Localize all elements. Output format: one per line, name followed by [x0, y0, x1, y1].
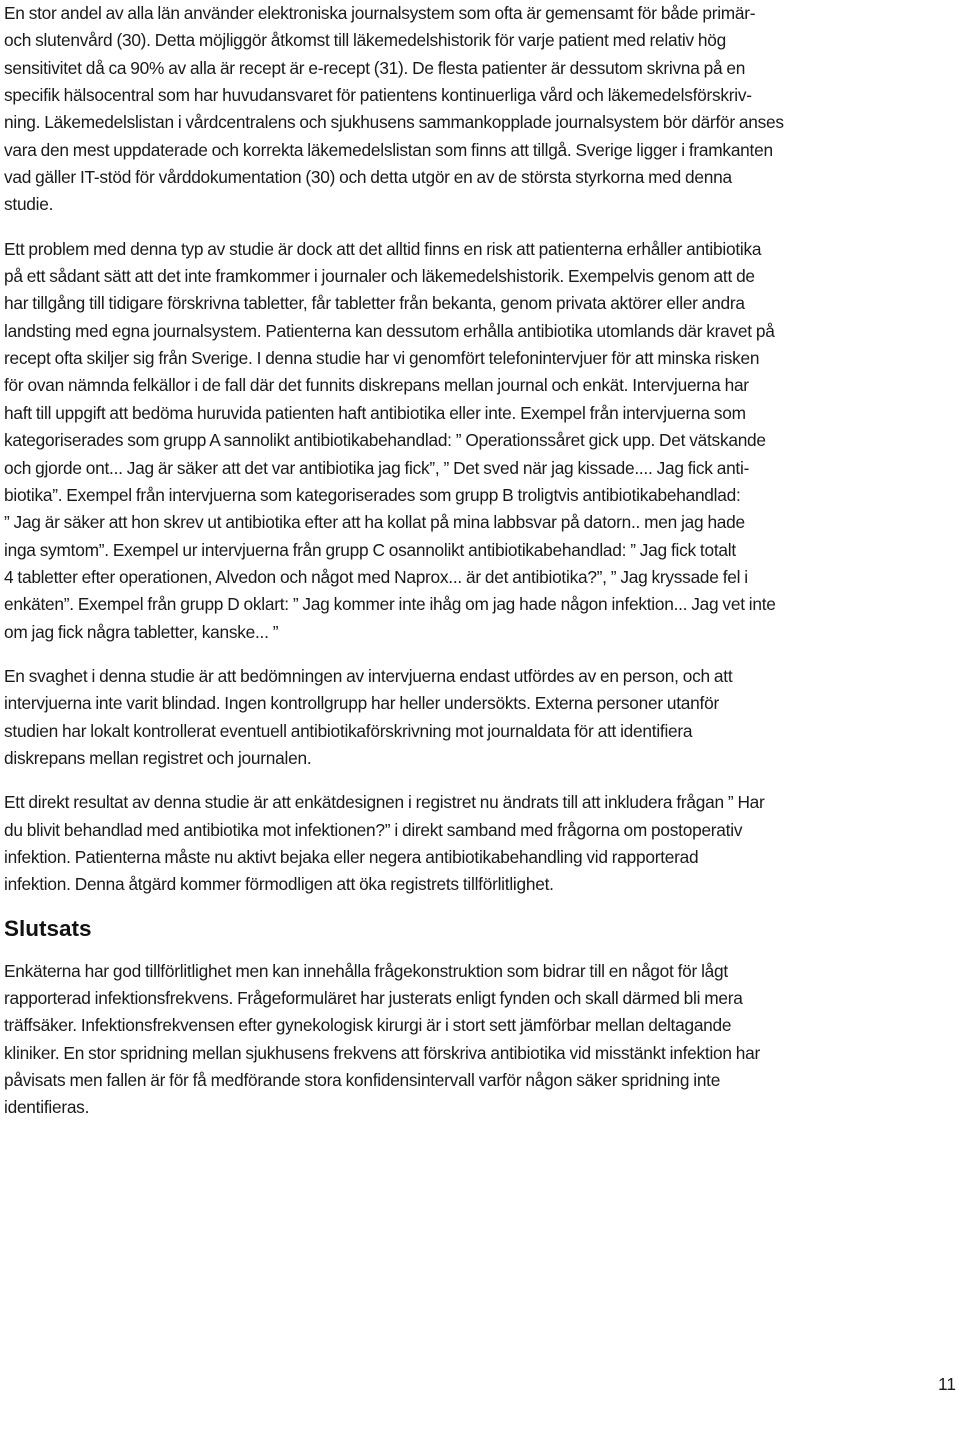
text-line: 4 tabletter efter operationen, Alvedon och något med Naprox... är det antibiotika?”, ” Jag kryssade fel i — [4, 566, 748, 587]
text-line: Ett direkt resultat av denna studie är att enkätdesignen i registret nu ändrats till att inkludera frågan ” Har — [4, 792, 765, 813]
text-line: En stor andel av alla län använder elektroniska journalsystem som ofta är gemensamt för både primär- — [4, 3, 756, 23]
section-spacer — [4, 899, 956, 915]
text-line: på ett sådant sätt att det inte framkommer i journaler och läkemedelshistorik. Exempelvis genom att de — [4, 266, 755, 287]
paragraph-journal-systems — [4, 0, 956, 219]
text-line: intervjuerna inte varit blindad. Ingen kontrollgrupp har heller undersökts. Externa personer utanför — [4, 693, 719, 714]
paragraph-study-problem — [4, 236, 956, 646]
text-line: Ett problem med denna typ av studie är dock att det alltid finns en risk att patienterna erhåller antibiotika — [4, 238, 762, 259]
text-line: specifik hälsocentral som har huvudansvaret för patientens kontinuerliga vård och läkemedelsförskriv- — [4, 85, 752, 106]
text-line: och slutenvård (30). Detta möjliggör åtkomst till läkemedelshistorik för varje patient med relativ hög — [4, 30, 726, 51]
text-line: identifieras. — [4, 1097, 90, 1118]
text-line: kategoriserades som grupp A sannolikt antibiotikabehandlad: ” Operationssåret gick upp. Det vätskande — [4, 430, 766, 451]
text-line: studie. — [4, 194, 54, 215]
text-line: diskrepans mellan registret och journalen. — [4, 747, 312, 768]
text-line: En svaghet i denna studie är att bedömningen av intervjuerna endast utfördes av en person, och att — [4, 665, 733, 686]
text-line: vara den mest uppdaterade och korrekta läkemedelslistan som finns att tillgå. Sverige ligger i framkanten — [4, 139, 773, 160]
text-line: infektion. Patienterna måste nu aktivt bejaka eller negera antibiotikabehandling vid rapporterad — [4, 846, 699, 867]
text-line: Enkäterna har god tillförlitlighet men kan innehålla frågekonstruktion som bidrar till en något för lågt — [4, 960, 728, 981]
text-line: och gjorde ont... Jag är säker att det var antibiotika jag fick”, ” Det sved när jag kissade.... Jag fick anti- — [4, 457, 750, 478]
text-line: för ovan nämnda felkällor i de fall där det funnits diskrepans mellan journal och enkät. Intervjuerna har — [4, 375, 749, 396]
page-number: 11 — [938, 1374, 956, 1394]
paragraph-conclusion — [4, 958, 956, 1122]
text-line: enkäten”. Exempel från grupp D oklart: ” Jag kommer inte ihåg om jag hade någon infektion... Jag vet inte — [4, 594, 776, 615]
section-spacer — [4, 943, 956, 958]
text-line: rapporterad infektionsfrekvens. Frågeformuläret har justerats enligt fynden och skall därmed bli mera — [4, 988, 743, 1008]
paragraph-spacer — [4, 772, 956, 789]
document-page — [4, 0, 956, 1122]
text-line: du blivit behandlad med antibiotika mot infektionen?” i direkt samband med frågorna om postoperativ — [4, 819, 743, 840]
text-line: vad gäller IT-stöd för vårddokumentation (30) och detta utgör en av de största styrkorna med denna — [4, 167, 732, 188]
text-line: recept ofta skiljer sig från Sverige. I denna studie har vi genomfört telefonintervjuer för att minska risken — [4, 348, 760, 369]
text-line: träffsäker. Infektionsfrekvensen efter gynekologisk kirurgi är i stort sett jämförbar mellan deltagande — [4, 1015, 732, 1036]
text-line: påvisats men fallen är för få medförande stora konfidensintervall varför någon säker spridning inte — [4, 1070, 721, 1091]
text-line: ning. Läkemedelslistan i vårdcentralens och sjukhusens sammankopplade journalsystem bör därför anses — [4, 112, 784, 133]
text-line: biotika”. Exempel från intervjuerna som kategoriserades som grupp B troligtvis antibiotikabehandlad: — [4, 484, 741, 505]
text-line: infektion. Denna åtgärd kommer förmodligen att öka registrets tillförlitlighet. — [4, 874, 554, 895]
text-line: haft till uppgift att bedöma huruvida patienten haft antibiotika eller inte. Exempel från intervjuerna som — [4, 402, 746, 423]
text-line: ” Jag är säker att hon skrev ut antibiotika efter att ha kollat på mina labbsvar på datorn.. men jag hade — [4, 512, 745, 533]
paragraph-direct-result — [4, 789, 956, 898]
text-line: landsting med egna journalsystem. Patienterna kan dessutom erhålla antibiotika utomlands där kravet på — [4, 320, 775, 341]
paragraph-study-weakness — [4, 663, 956, 772]
section-heading: Slutsats — [4, 915, 92, 941]
text-line: inga symtom”. Exempel ur intervjuerna från grupp C osannolikt antibiotikabehandlad: ” Jag fick totalt — [4, 539, 736, 560]
paragraph-spacer — [4, 646, 956, 663]
paragraph-spacer — [4, 219, 956, 236]
text-line: om jag fick några tabletter, kanske... ” — [4, 621, 279, 642]
text-line: studien har lokalt kontrollerat eventuell antibiotikaförskrivning mot journaldata för att identifiera — [4, 720, 693, 741]
text-line: kliniker. En stor spridning mellan sjukhusens frekvens att förskriva antibiotika vid misstänkt infektion har — [4, 1042, 761, 1063]
text-line: sensitivitet då ca 90% av alla är recept är e-recept (31). De flesta patienter är dessutom skrivna på en — [4, 57, 746, 78]
text-line: har tillgång till tidigare förskrivna tabletter, får tabletter från bekanta, genom privata aktörer eller andra — [4, 293, 745, 314]
